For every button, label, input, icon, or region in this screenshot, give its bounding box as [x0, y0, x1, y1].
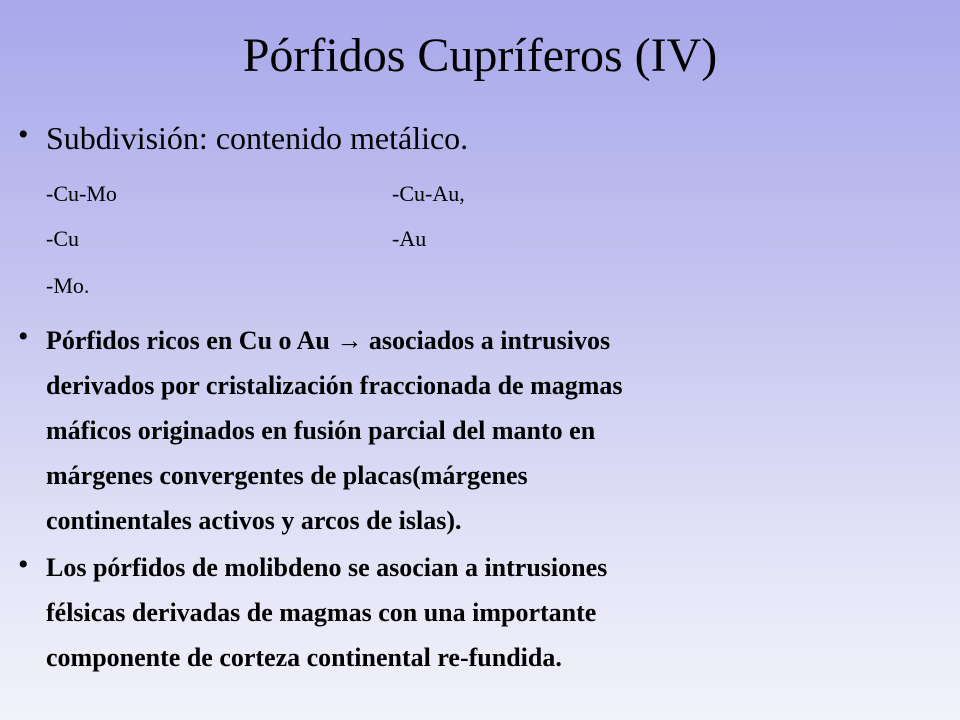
bullet-marker: •	[18, 118, 29, 151]
sub-item-cu-au: -Cu-Au,	[392, 181, 465, 206]
molybdenum-porphyry-paragraph	[46, 545, 916, 680]
line-end-text: asociados a intrusivos	[368, 326, 611, 355]
sub-item-cu: -Cu	[46, 226, 79, 251]
paragraph-line: componente de corteza continental re-fundida.	[46, 643, 562, 672]
line-start-text: Pórfidos ricos en Cu o Au	[46, 326, 330, 355]
right-arrow-icon: →	[336, 326, 363, 355]
sub-item-cu-mo: -Cu-Mo	[46, 181, 117, 206]
paragraph-line: Los pórfidos de molibdeno se asocian a intrusiones	[46, 553, 608, 582]
sub-item-au: -Au	[392, 226, 427, 251]
paragraph-line: derivados por cristalización fraccionada de magmas	[46, 371, 623, 400]
sub-item-mo: -Mo.	[46, 273, 90, 298]
paragraph-line: félsicas derivadas de magmas con una importante	[46, 598, 597, 627]
paragraph-line: máficos originados en fusión parcial del manto en	[46, 416, 596, 445]
slide-title: Pórfidos Cupríferos (IV)	[242, 29, 718, 82]
bullet-marker: •	[18, 548, 29, 581]
paragraph-line	[46, 318, 916, 363]
subdivision-heading: Subdivisión: contenido metálico.	[46, 120, 469, 156]
bullet-marker: •	[18, 320, 29, 353]
cu-au-porphyry-paragraph	[46, 318, 916, 543]
paragraph-line: continentales activos y arcos de islas).	[46, 506, 462, 535]
paragraph-line: márgenes convergentes de placas(márgenes	[46, 461, 528, 490]
